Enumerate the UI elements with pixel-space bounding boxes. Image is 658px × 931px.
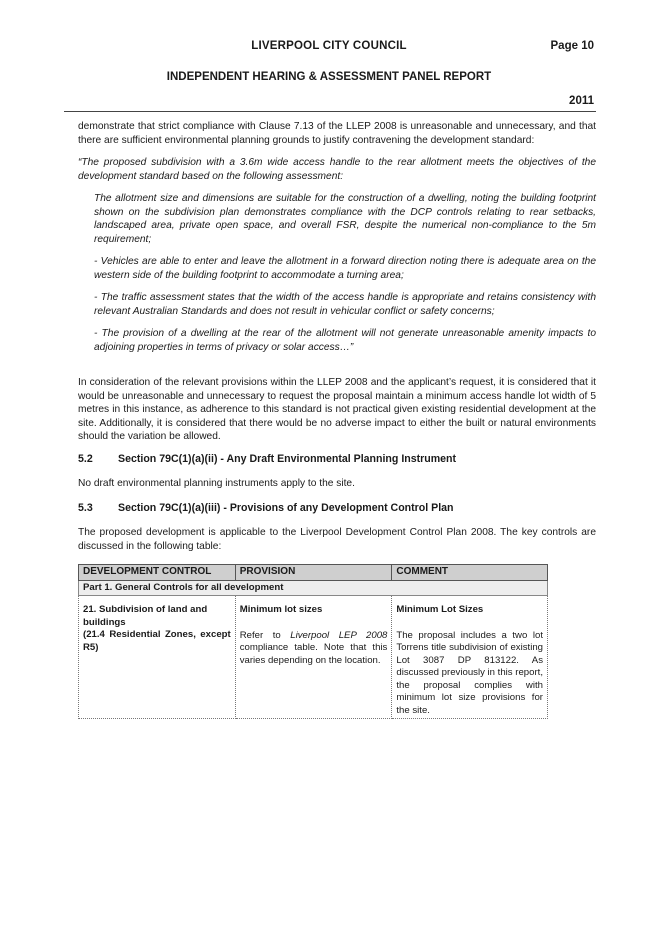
column-header: COMMENT bbox=[392, 565, 548, 581]
column-header: PROVISION bbox=[235, 565, 392, 581]
comment-cell bbox=[392, 596, 548, 719]
section-title: Section 79C(1)(a)(ii) - Any Draft Environmental Planning Instrument bbox=[118, 452, 457, 465]
page-number: Page 10 bbox=[550, 40, 594, 52]
comment-text: The proposal includes a two lot Torrens title subdivision of existing Lot 3087 DP 813122. As discussed previously in this report, the proposal complies with minimum lot size provisions for the site. bbox=[396, 629, 543, 716]
quote-item: The allotment size and dimensions are suitable for the construction of a dwelling, noting the building footprint shown on the subdivision plan demonstrates compliance with the DCP controls relating to rear setbacks, landscaped area, private open space, and overall FSR, despite the numerical non-compliance to the 5m requirement; bbox=[94, 193, 596, 245]
paragraph-dcp: The proposed development is applicable to the Liverpool Development Control Plan 2008. The key controls are discussed in the following table: bbox=[78, 527, 596, 552]
paragraph-compliance: demonstrate that strict compliance with Clause 7.13 of the LLEP 2008 is unreasonable and unnecessary, and that there are sufficient environmental planning grounds to justify contravening the development standard: bbox=[78, 121, 596, 146]
section-heading-5-2 bbox=[78, 453, 596, 467]
control-cell bbox=[79, 596, 236, 719]
organisation-name: LIVERPOOL CITY COUNCIL bbox=[251, 40, 407, 52]
control-subtitle: (21.4 Residential Zones, except R5) bbox=[83, 629, 231, 653]
section-number: 5.3 bbox=[78, 501, 93, 514]
provision-cell bbox=[235, 596, 392, 719]
table-row bbox=[79, 596, 548, 719]
quote-item: - The traffic assessment states that the width of the access handle is appropriate and retains consistency with relevant Australian Standards and does not result in vehicular conflict or safety concerns; bbox=[94, 292, 596, 317]
header-divider bbox=[64, 111, 596, 112]
report-year: 2011 bbox=[569, 95, 594, 107]
report-title: INDEPENDENT HEARING & ASSESSMENT PANEL REPORT bbox=[166, 71, 492, 83]
comment-title: Minimum Lot Sizes bbox=[396, 604, 484, 615]
paragraph-consideration: In consideration of the relevant provisions within the LLEP 2008 and the applicant’s request, it is considered that it would be unreasonable and unnecessary to request the proposal maintain a minimum access handle lot width of 5 metres in this instance, as adherence to this standard is not practical given existing residential development at the site. Additionally, it is considered that there would be no adverse impact to either the built or natural environments should the variation be allowed. bbox=[78, 377, 596, 442]
quote-block bbox=[78, 192, 596, 354]
paragraph-draft-epi: No draft environmental planning instruments apply to the site. bbox=[78, 478, 355, 489]
section-heading-5-3 bbox=[78, 502, 596, 516]
table-part-row bbox=[79, 580, 548, 596]
provision-text: Refer to Liverpool LEP 2008 compliance table. Note that this varies depending on the location. bbox=[239, 629, 388, 666]
document-body bbox=[78, 120, 596, 719]
control-title: 21. Subdivision of land and buildings bbox=[83, 604, 208, 628]
part-heading: Part 1. General Controls for all development bbox=[79, 580, 548, 596]
quote-item: - Vehicles are able to enter and leave the allotment in a forward direction noting there is adequate area on the western side of the building footprint to accommodate a turning area; bbox=[94, 256, 596, 281]
quote-intro: “The proposed subdivision with a 3.6m wide access handle to the rear allotment meets the objectives of the development standard based on the following assessment: bbox=[78, 157, 596, 182]
provision-title: Minimum lot sizes bbox=[239, 604, 323, 615]
section-title: Section 79C(1)(a)(iii) - Provisions of any Development Control Plan bbox=[118, 501, 454, 514]
table-header-row bbox=[79, 565, 548, 581]
column-header: DEVELOPMENT CONTROL bbox=[79, 565, 236, 581]
section-number: 5.2 bbox=[78, 452, 93, 465]
provision-lep-reference: Liverpool LEP 2008 bbox=[290, 629, 388, 641]
dcp-controls-table bbox=[78, 564, 548, 719]
quote-item: - The provision of a dwelling at the rear of the allotment will not generate unreasonable amenity impacts to adjoining properties in terms of privacy or solar access…” bbox=[94, 328, 596, 353]
